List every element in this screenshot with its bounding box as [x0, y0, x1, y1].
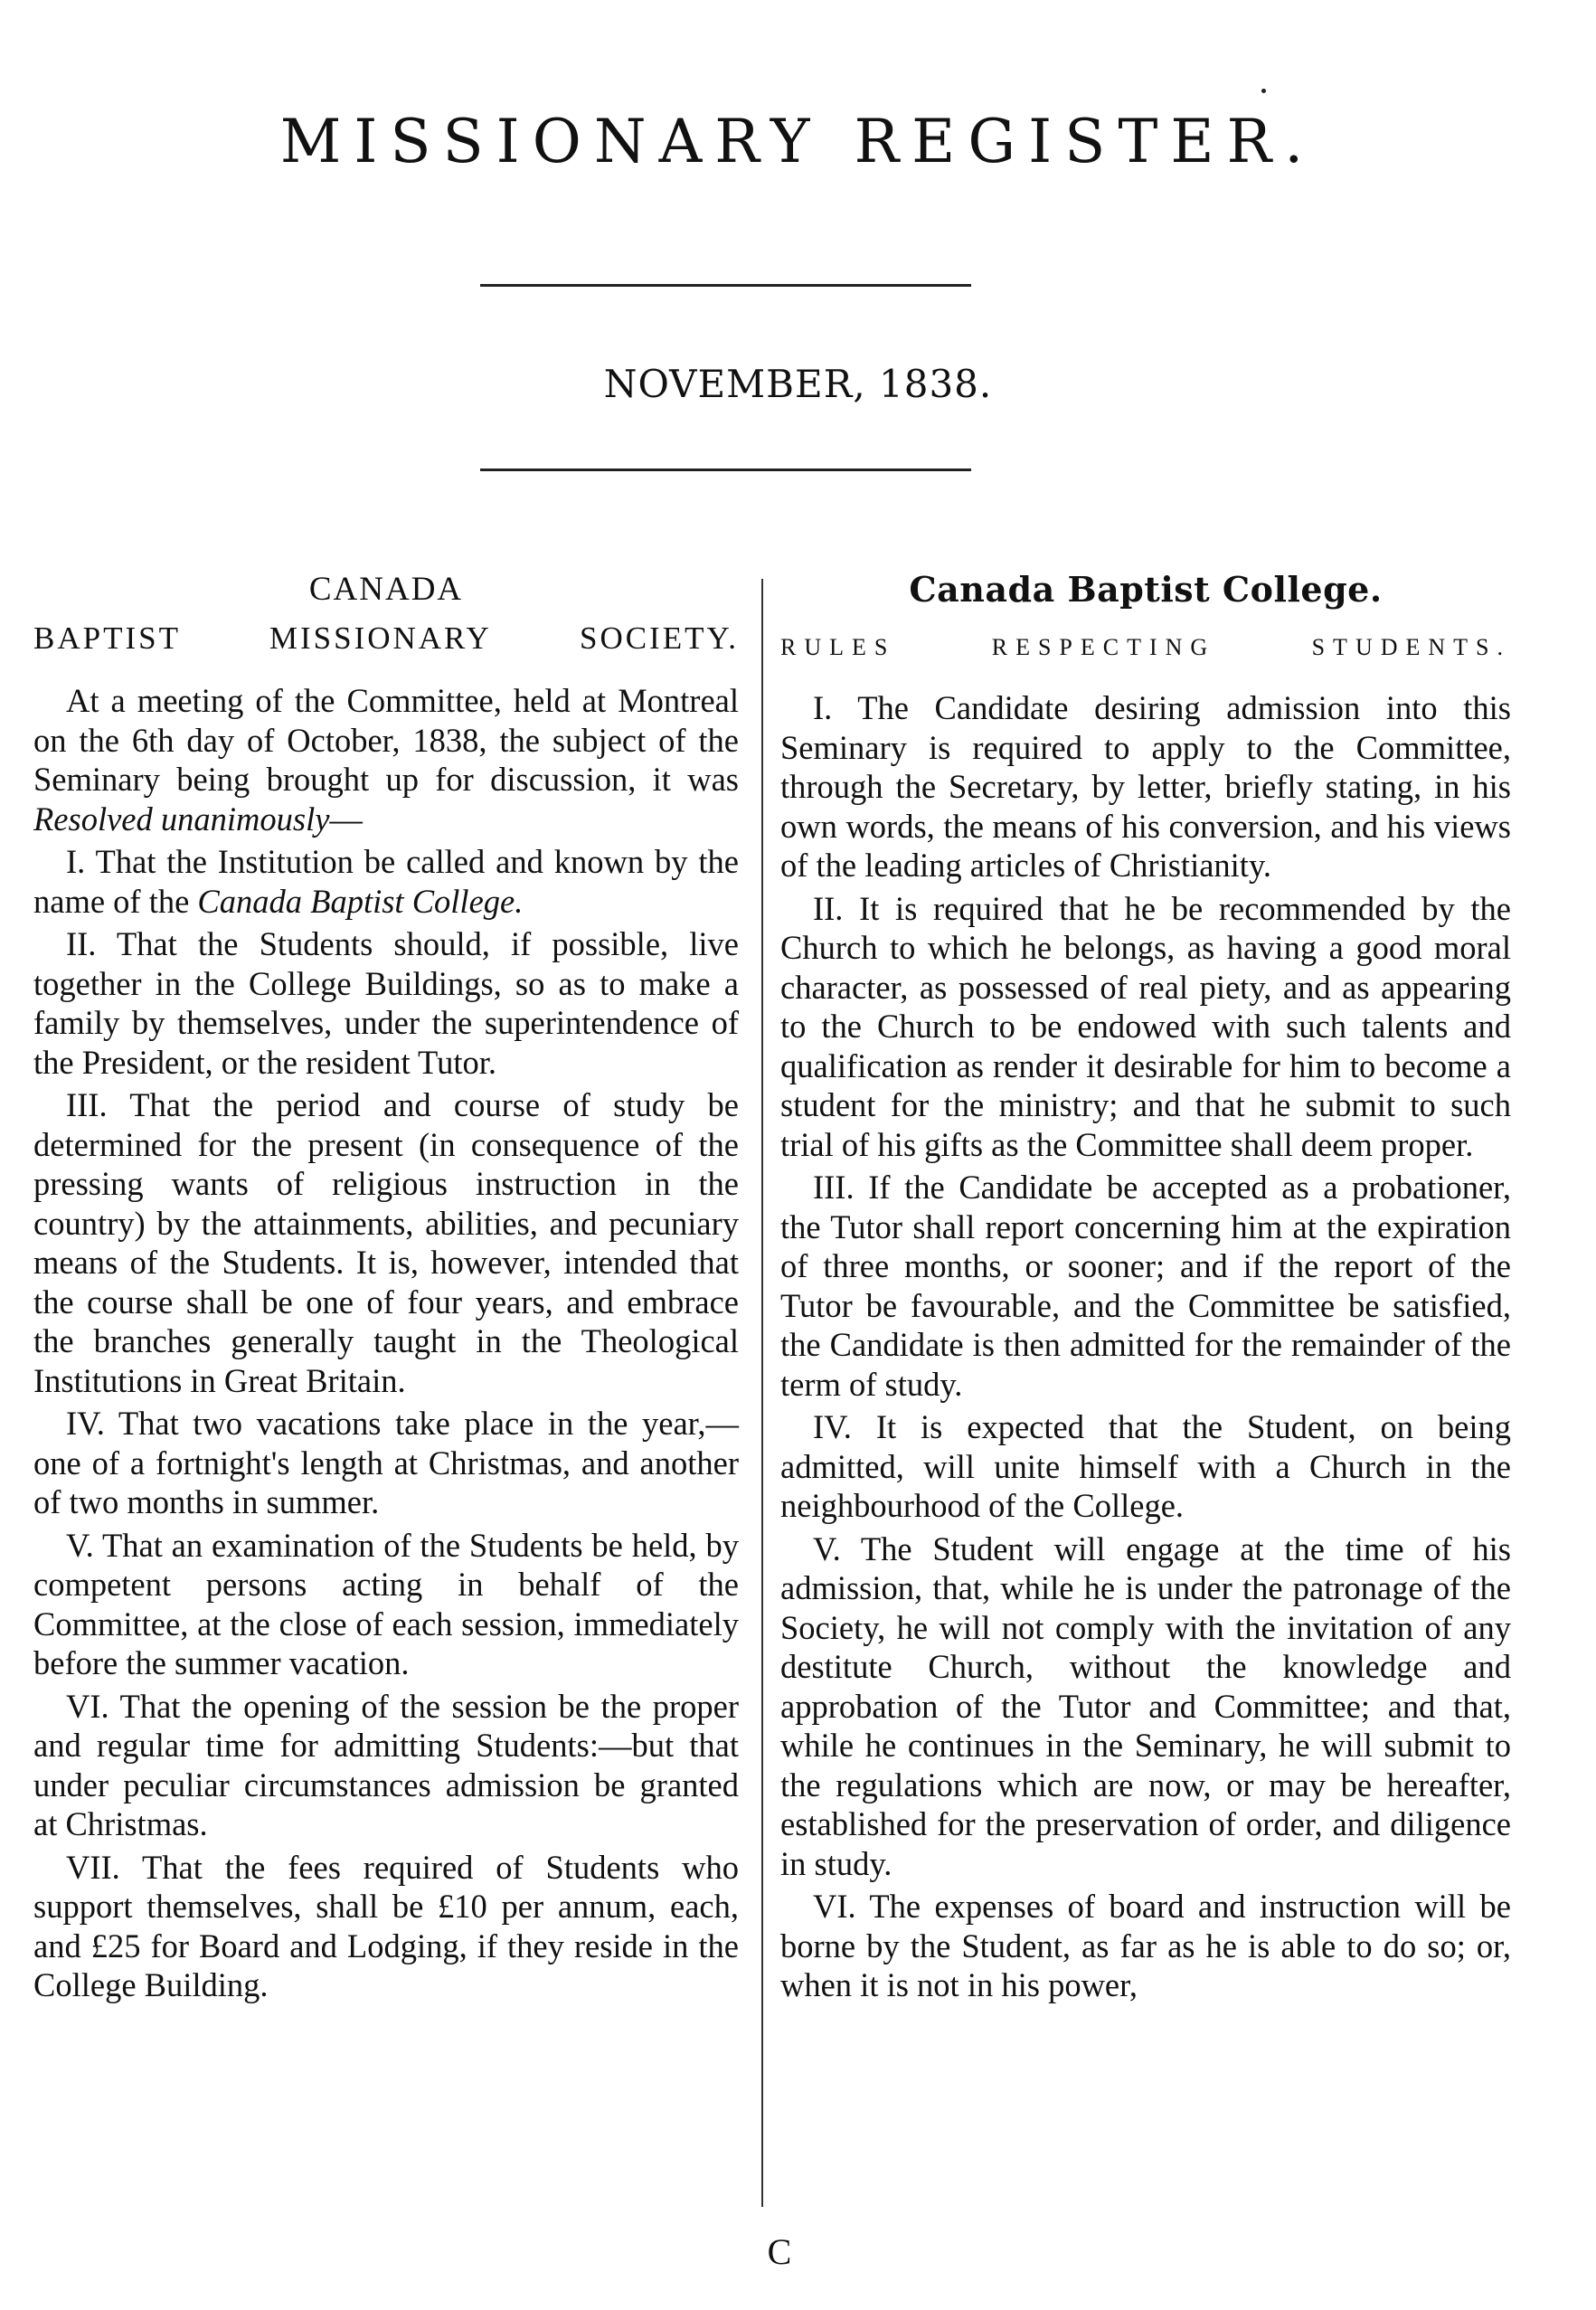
resolution-3: III. That the period and course of study be determined for the present (in consequence of the pressing wants of religious instruction in the country) by the attainments, abilities, and pecuniary means of the Students. It is, however, intended that the course shall be one of four years, and embrace the branches generally taught in the Theological Institutions in Great Britain. — [33, 1086, 739, 1399]
intro-resolved: Resolved unanimously — [33, 800, 330, 838]
masthead-rule-top — [480, 284, 971, 287]
resolution-1 — [33, 842, 739, 921]
right-heading-rules: RULES RESPECTING STUDENTS. — [780, 633, 1511, 660]
signature-mark: C — [767, 2231, 792, 2272]
resolution-1-college-name: Canada Baptist College. — [197, 882, 524, 920]
resolution-4: IV. That two vacations take place in the year,—one of a fortnight's length at Christmas, and another of two months in summer. — [33, 1405, 739, 1520]
resolution-2: II. That the Students should, if possible, live together in the College Buildings, so as to make a family by themselves, under the superintendence of the President, or the resident Tutor. — [33, 925, 739, 1081]
left-column — [33, 570, 739, 2009]
rule-5: V. The Student will engage at the time of his admission, that, while he is under the patronage of the Society, he will not comply with the invitation of any destitute Church, without the knowledge and approbation of the Tutor and Committee; and that, while he continues in the Seminary, he will submit to the regulations which are now, or may be hereafter, established for the preservation of order, and diligence in study. — [780, 1529, 1511, 1882]
intro-dash: — — [329, 800, 363, 838]
resolution-1-text: I. That the Institution be called and known by the name of the — [33, 843, 739, 920]
rule-1: I. The Candidate desiring admission into this Seminary is required to apply to the Committee, through the Secretary, by letter, briefly stating, in his own words, the means of his conversion, and his views of the leading articles of Christianity. — [780, 689, 1511, 884]
column-divider — [761, 579, 763, 2207]
print-speck — [1261, 89, 1266, 93]
resolution-7: VII. That the fees required of Students who support themselves, shall be £10 per annum, each, and £25 for Board and Lodging, if they reside in the College Building. — [33, 1848, 739, 2003]
rule-3: III. If the Candidate be accepted as a probationer, the Tutor shall report concerning him at the expiration of three months, or sooner; and if the report of the Tutor be favourable, and the Committee be satisfied, the Candidate is then admitted for the remainder of the term of study. — [780, 1169, 1511, 1403]
masthead-rule-bottom — [480, 469, 971, 471]
resolution-5: V. That an examination of the Students be held, by competent persons acting in behalf of the Committee, at the close of each session, immediately before the summer vacation. — [33, 1526, 739, 1681]
left-heading-canada: CANADA — [308, 571, 464, 608]
rule-2: II. It is required that he be recommended by the Church to which he belongs, as having a good moral character, as possessed of real piety, and as appearing to the Church to be endowed with such talents and qualification as render it desirable for him to become a student for the ministry; and that he submit to such trial of his gifts as the Committee shall deem proper. — [780, 889, 1511, 1163]
issue-date: NOVEMBER, 1838. — [603, 362, 993, 406]
rule-6: VI. The expenses of board and instruction will be borne by the Student, as far as he is able to do so; or, when it is not in his power, — [780, 1888, 1511, 2003]
right-heading-college: Canada Baptist College. — [909, 569, 1383, 610]
right-column — [780, 570, 1511, 2009]
masthead-title: MISSIONARY REGISTER. — [279, 107, 1317, 176]
left-heading-society: BAPTIST MISSIONARY SOCIETY. — [33, 620, 739, 656]
rule-4: IV. It is expected that the Student, on being admitted, will unite himself with a Church in the neighbourhood of the College. — [780, 1408, 1511, 1524]
intro-text: At a meeting of the Committee, held at Montreal on the 6th day of October, 1838, the subject of the Seminary being brought up for discussion, it was — [33, 682, 739, 798]
meeting-intro — [33, 681, 739, 838]
resolution-6: VI. That the opening of the session be the proper and regular time for admitting Students:—but that under peculiar circumstances admission be granted at Christmas. — [33, 1687, 739, 1842]
